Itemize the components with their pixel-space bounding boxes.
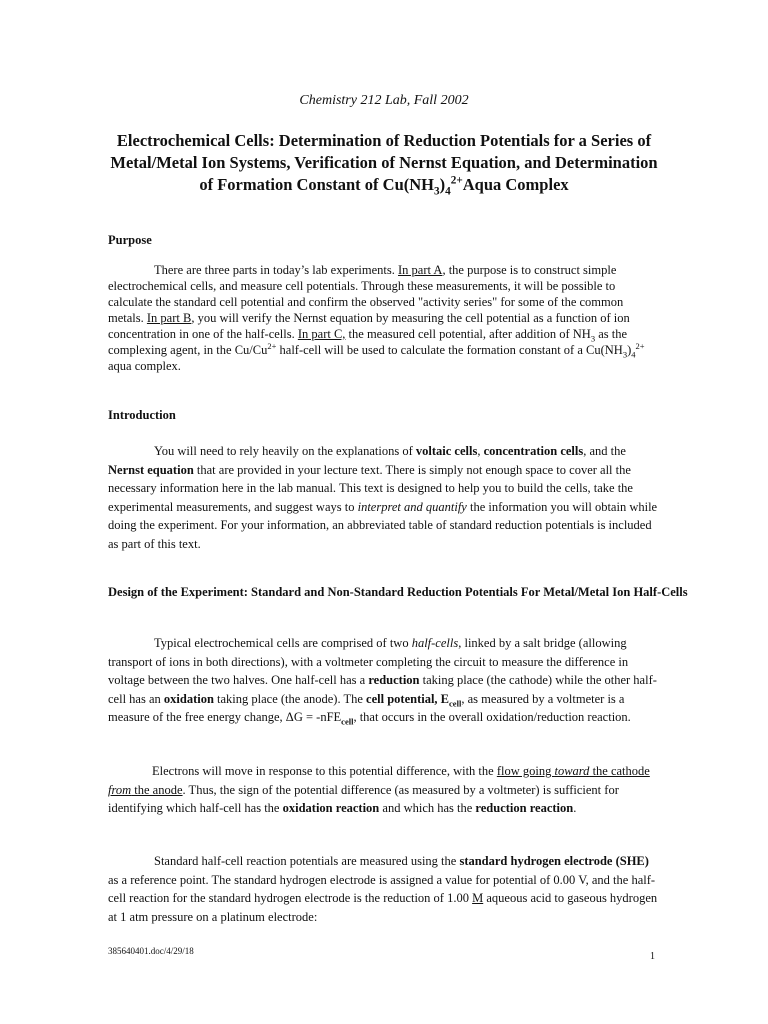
design-paragraph-2: Electrons will move in response to this potential difference, with the flow going toward the cathode from the anode. Thus, the sign of the potential difference (as measured by a voltmeter) is sufficient for identifying which half-cell has the oxidation reaction and which has the reduction reaction. (108, 764, 650, 815)
design-heading: Design of the Experiment: Standard and Non-Standard Reduction Potentials For Metal/Metal Ion Half-Cells (108, 585, 688, 599)
design-paragraph-1: Typical electrochemical cells are comprised of two half-cells, linked by a salt bridge (allowing transport of ions in both directions), with a voltmeter completing the circuit to measure the difference in voltage between the two halves. One half-cell has a reduction taking place (the cathode) while the other half-cell has an oxidation taking place (the anode). The cell potential, $E_{cell}$, as measured by a voltmeter is a measure of the free energy change, ΔG = -nFE$_{cell}$, that occurs in the overall oxidation/reduction reaction. (108, 636, 657, 727)
part-b-link: In part B (146, 311, 192, 325)
document-title (70, 130, 698, 196)
flow-direction-text: flow going toward the cathode from the anode (108, 764, 650, 797)
introduction-heading: Introduction (108, 408, 176, 422)
purpose-paragraph: There are three parts in today’s lab experiments. In part A, the purpose is to construct simple electrochemical cells, and measure cell potentials. Through these measurements, it will be possible to calculate the standard cell potential and confirm the observed "activity series" for some of the common metals. In part B, you will verify the Nernst equation by measuring the cell potential as a function of ion concentration in one of the half-cells. In part C, the measured cell potential, after addition of $NH_3$ as the complexing agent, in the $Cu/Cu^{2+}$ half-cell will be used to calculate the formation constant of a $Cu(NH_3)_4^{2+}$ aqua complex. (108, 263, 645, 373)
title-line-3: of Formation Constant of $Cu(NH_3)_4^{2+}Aqua$ Complex (199, 174, 569, 198)
part-c-link: In part C, (297, 327, 346, 341)
title-line-1: Electrochemical Cells: Determination of Reduction Potentials for a Series of (116, 131, 652, 150)
design-paragraph-3: Standard half-cell reaction potentials are measured using the standard hydrogen electrode (SHE) as a reference point. The standard hydrogen electrode is assigned a value for potential of 0.00 V, and the half-cell reaction for the standard hydrogen electrode is the reduction of 1.00 M aqueous acid to gaseous hydrogen at 1 atm pressure on a platinum electrode: (108, 854, 658, 924)
introduction-paragraph: You will need to rely heavily on the explanations of voltaic cells, concentration cells, and the Nernst equation that are provided in your lecture text. There is simply not enough space to cover all the necessary information here in the lab manual. This text is designed to help you to build the cells, take the experimental measurements, and suggest ways to interpret and quantify the information you will obtain while doing the experiment. For your information, an abbreviated table of standard reduction potentials is included as part of this text. (108, 444, 658, 551)
course-header: Chemistry 212 Lab, Fall 2002 (299, 93, 469, 108)
page-number: 1 (650, 951, 655, 962)
purpose-heading: Purpose (108, 233, 152, 247)
part-a-link: In part A (398, 263, 443, 277)
title-line-2: Metal/Metal Ion Systems, Verification of Nernst Equation, and Determination (110, 153, 658, 172)
footer-filename: 385640401.doc/4/29/18 (108, 946, 194, 956)
